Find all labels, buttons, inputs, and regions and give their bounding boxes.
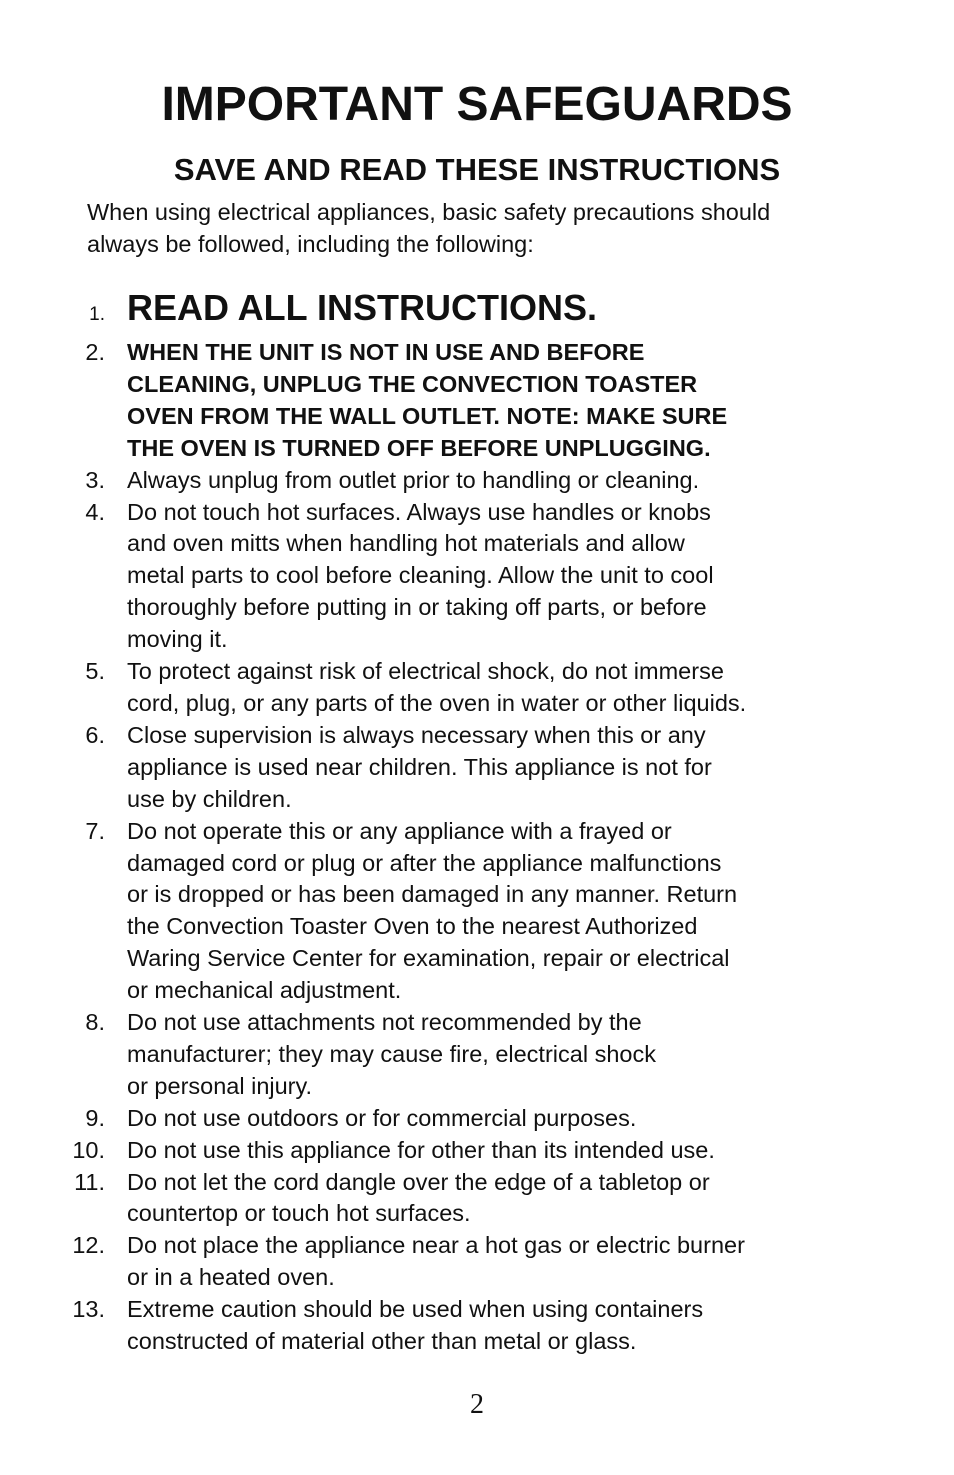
item-text: READ ALL INSTRUCTIONS. (127, 287, 598, 328)
item-number: 4. (85, 498, 105, 525)
item-text: Close supervision is always necessary when this or any appliance is used near children. This appliance is not for use by children. (127, 721, 712, 812)
list-item (0, 656, 954, 720)
item-text: Do not operate this or any appliance with a frayed or damaged cord or plug or after the appliance malfunctions or is dropped or has been damaged in any manner. Return the Convection Toaster Oven to the nearest Authorized Waring Service Center for examination, repair or electrical or mechanical adjustment. (127, 817, 738, 1004)
item-text: Do not use this appliance for other than its intended use. (127, 1136, 715, 1163)
list-item (0, 497, 954, 657)
item-number: 2. (85, 339, 105, 365)
item-text: Do not place the appliance near a hot gas or electric burner or in a heated oven. (127, 1232, 745, 1291)
page-subtitle: SAVE AND READ THESE INSTRUCTIONS (173, 152, 781, 187)
page-number: 2 (470, 1389, 484, 1420)
item-number: 6. (85, 721, 105, 748)
safeguards-list (0, 286, 954, 1358)
item-text: WHEN THE UNIT IS NOT IN USE AND BEFORE CLEANING, UNPLUG THE CONVECTION TOASTER OVEN FROM THE WALL OUTLET. NOTE: MAKE SURE THE OVEN IS TURNED OFF BEFORE UNPLUGGING. (127, 339, 728, 461)
item-number: 13. (72, 1296, 105, 1323)
item-number: 9. (85, 1104, 105, 1131)
item-number: 3. (85, 466, 105, 493)
item-text: Do not use attachments not recommended by the manufacturer; they may cause fire, electrical shock or personal injury. (127, 1009, 656, 1099)
item-number: 1. (89, 304, 105, 325)
item-number: 10. (72, 1136, 105, 1163)
item-number: 7. (85, 817, 105, 844)
item-text: Always unplug from outlet prior to handling or cleaning. (127, 466, 700, 493)
list-item (0, 286, 954, 337)
item-text: To protect against risk of electrical shock, do not immerse cord, plug, or any parts of the oven in water or other liquids. (127, 658, 747, 716)
list-item (0, 816, 954, 1007)
list-item (0, 1103, 954, 1135)
item-text: Do not use outdoors or for commercial purposes. (127, 1104, 637, 1131)
item-number: 12. (72, 1232, 105, 1259)
item-text: Extreme caution should be used when using containers constructed of material other than metal or glass. (127, 1296, 704, 1355)
list-item (0, 1135, 954, 1167)
list-item (0, 337, 954, 465)
item-number: 8. (85, 1009, 105, 1036)
list-item (0, 1230, 954, 1294)
list-item (0, 1294, 954, 1358)
list-item (0, 1007, 954, 1103)
list-item (0, 1167, 954, 1231)
intro-paragraph: When using electrical appliances, basic safety precautions should always be followed, including the following: (87, 199, 771, 257)
item-text: Do not let the cord dangle over the edge of a tabletop or countertop or touch hot surfaces. (127, 1168, 710, 1227)
list-item (0, 720, 954, 816)
page-title: IMPORTANT SAFEGUARDS (161, 78, 793, 131)
list-item (0, 465, 954, 497)
item-number: 5. (85, 658, 105, 685)
item-text: Do not touch hot surfaces. Always use handles or knobs and oven mitts when handling hot materials and allow metal parts to cool before cleaning. Allow the unit to cool thoroughly before putting in or taking off parts, or before moving it. (127, 498, 714, 653)
item-number: 11. (74, 1168, 105, 1195)
